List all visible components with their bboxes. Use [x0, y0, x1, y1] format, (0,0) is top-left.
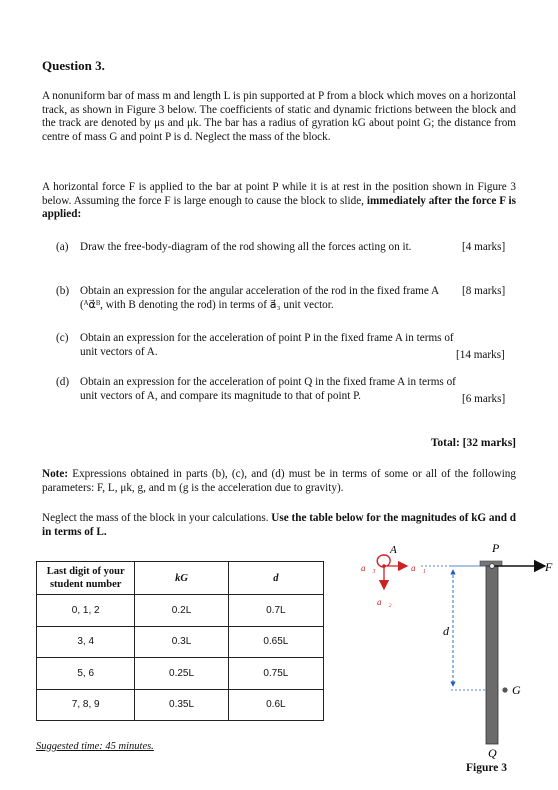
table-header-row	[37, 562, 324, 595]
table-cell: 0.25L	[135, 658, 228, 690]
part-a-label: (a)	[56, 241, 69, 253]
origin-point	[382, 564, 386, 568]
neglect-emphasis: Use the table below for the magnitudes of kG and d in terms of L.	[42, 512, 516, 538]
part-b	[56, 285, 456, 312]
pin-P	[490, 564, 495, 569]
note	[42, 468, 516, 495]
table-cell: 0, 1, 2	[37, 595, 135, 627]
part-c-label: (c)	[56, 332, 69, 344]
parameter-table	[36, 561, 324, 721]
problem-description: A nonuniform bar of mass m and length L is pin supported at P from a block which moves on a horizontal track, as shown in Figure 3 below. The coefficients of static and dynamic frictions between the block and the track are denoted by μs and μk. The bar has a radius of gyration kG about point G; the distance from centre of mass G and point P is d. Neglect the mass of the block.	[42, 90, 516, 143]
label-a3: a⃗₃	[361, 563, 376, 573]
part-d-marks: [6 marks]	[462, 393, 506, 405]
part-c	[56, 332, 456, 359]
centre-of-mass-G	[502, 687, 507, 692]
table-header-digit: Last digit of your student number	[37, 562, 135, 595]
total-marks: Total: [32 marks]	[430, 437, 516, 449]
table-cell: 5, 6	[37, 658, 135, 690]
label-F: F	[545, 560, 553, 574]
part-c-marks: [14 marks]	[456, 349, 505, 361]
loading-emphasis: immediately after the force F is applied:	[42, 194, 516, 221]
figure-3-diagram	[355, 535, 555, 760]
label-G: G	[512, 683, 521, 697]
part-d-label: (d)	[56, 376, 70, 388]
neglect-text: Neglect the mass of the block in your calculations.	[42, 512, 272, 524]
loading-text: A horizontal force F is applied to the bar at point P while it is at rest in the position shown in Figure 3 below. Assuming the force F is large enough to cause the block to slide,	[42, 181, 516, 207]
label-a1: a⃗₁	[411, 563, 426, 573]
table-cell: 0.7L	[228, 595, 323, 627]
note-text: Expressions obtained in parts (b), (c), and (d) must be in terms of some or all of the following parameters: F, L, μk, g, and m (g is the acceleration due to gravity).	[42, 468, 516, 494]
rod	[486, 566, 498, 744]
table-cell: 0.65L	[228, 626, 323, 658]
figure-caption: Figure 3	[466, 762, 507, 774]
part-a	[56, 241, 456, 255]
table-cell: 7, 8, 9	[37, 689, 135, 721]
label-A: A	[390, 544, 397, 556]
label-P: P	[492, 541, 500, 555]
table-cell: 0.35L	[135, 689, 228, 721]
label-a2: a⃗₂	[377, 597, 392, 607]
label-Q: Q	[488, 746, 497, 760]
label-d: d	[443, 624, 449, 638]
part-d-text: Obtain an expression for the acceleration of point Q in the fixed frame A in terms of unit vectors of A, and compare its magnitude to that of point P.	[80, 376, 456, 402]
part-b-marks: [8 marks]	[462, 285, 506, 297]
part-a-marks: [4 marks]	[462, 241, 506, 253]
part-a-text: Draw the free-body-diagram of the rod showing all the forces acting on it.	[80, 241, 412, 253]
part-c-text: Obtain an expression for the acceleration of point P in the fixed frame A in terms of unit vectors of A.	[80, 332, 454, 358]
part-d	[56, 376, 456, 403]
question-title: Question 3.	[42, 58, 105, 73]
table-row	[37, 595, 324, 627]
table-cell: 0.6L	[228, 689, 323, 721]
table-header-kg: kG	[135, 562, 228, 595]
part-b-label: (b)	[56, 285, 70, 297]
table-row	[37, 626, 324, 658]
table-row	[37, 689, 324, 721]
table-header-d: d	[228, 562, 323, 595]
table-cell: 0.2L	[135, 595, 228, 627]
part-b-text: Obtain an expression for the angular acceleration of the rod in the fixed frame A (ᴬα⃗ᴮ, with B denoting the rod) in terms of a⃗₃ unit vector.	[80, 285, 439, 311]
frame-axes	[377, 555, 407, 589]
loading-description	[42, 181, 516, 222]
table-cell: 0.3L	[135, 626, 228, 658]
table-cell: 3, 4	[37, 626, 135, 658]
note-label: Note:	[42, 468, 69, 480]
table-cell: 0.75L	[228, 658, 323, 690]
table-row	[37, 658, 324, 690]
suggested-time: Suggested time: 45 minutes.	[36, 741, 154, 752]
